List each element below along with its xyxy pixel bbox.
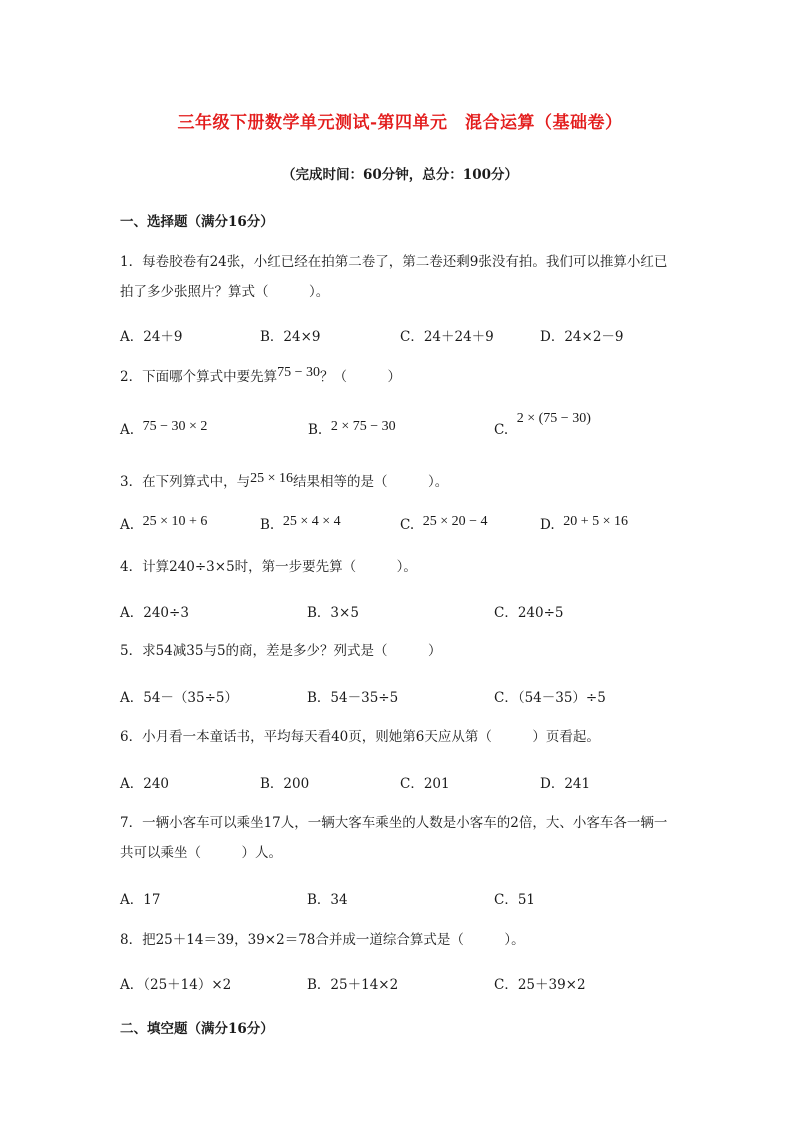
q3-option-b-formula: 25 × 4 × 4 bbox=[282, 514, 341, 529]
page-subtitle: （完成时间：60分钟，总分：100分） bbox=[282, 167, 518, 183]
q4-option-a: A．240÷3 bbox=[120, 605, 189, 621]
q6-option-b: B．200 bbox=[260, 776, 310, 792]
q4-option-b: B．3×5 bbox=[307, 605, 359, 621]
q3-option-b bbox=[260, 514, 341, 534]
section-heading-fill-blank: 二、填空题（满分16分） bbox=[120, 1021, 274, 1037]
q3-option-a-formula: 25 × 10 + 6 bbox=[142, 514, 208, 529]
q2-option-a bbox=[120, 419, 208, 439]
q2-inline-formula: 75 − 30 bbox=[277, 365, 320, 380]
q8-option-b: B．25＋14×2 bbox=[307, 977, 399, 993]
q6-option-a: A．240 bbox=[120, 776, 170, 792]
q1-option-c: C．24＋24＋9 bbox=[400, 329, 494, 345]
q2-option-c-letter: C. bbox=[494, 422, 509, 438]
q8-option-a: A．（25＋14）×2 bbox=[120, 977, 232, 993]
q3-option-c-formula: 25 × 20 − 4 bbox=[422, 514, 488, 529]
q2-option-b bbox=[308, 419, 396, 439]
q2-option-b-formula: 2 × 75 − 30 bbox=[330, 419, 396, 434]
q2-option-c-formula: 2 × (75 − 30) bbox=[516, 411, 591, 426]
q1-option-a: A．24＋9 bbox=[120, 329, 183, 345]
q6-option-d: D．241 bbox=[540, 776, 591, 792]
q2-text-after: ？（ ） bbox=[320, 369, 401, 385]
q2-text-before: 2．下面哪个算式中要先算 bbox=[120, 369, 278, 385]
question-5: 5．求54减35与5的商，差是多少？列式是（ ） bbox=[120, 643, 442, 659]
q7-option-c: C．51 bbox=[494, 892, 536, 908]
page-title: 三年级下册数学单元测试-第四单元 混合运算（基础卷） bbox=[177, 113, 623, 133]
q1-option-b: B．24×9 bbox=[260, 329, 321, 345]
q2-option-b-letter: B. bbox=[308, 422, 323, 438]
question-6: 6．小月看一本童话书，平均每天看40页，则她第6天应从第（ ）页看起。 bbox=[120, 729, 600, 745]
question-7: 7．一辆小客车可以乘坐17人，一辆大客车乘坐的人数是小客车的2倍，大、小客车各一辆一共可以乘坐（ ）人。 bbox=[120, 815, 668, 861]
q5-option-a: A．54－（35÷5） bbox=[120, 690, 239, 706]
q2-option-a-letter: A. bbox=[120, 422, 135, 438]
q3-option-d bbox=[540, 514, 629, 534]
question-1: 1．每卷胶卷有24张，小红已经在拍第二卷了，第二卷还剩9张没有拍。我们可以推算小红已拍了多少张照片？算式（ ）。 bbox=[120, 254, 668, 300]
q7-option-b: B．34 bbox=[307, 892, 348, 908]
section-heading-choice: 一、选择题（满分16分） bbox=[120, 214, 274, 230]
q5-option-c: C．（54－35）÷5 bbox=[494, 690, 606, 706]
q8-option-c: C．25＋39×2 bbox=[494, 977, 586, 993]
q3-inline-formula: 25 × 16 bbox=[250, 471, 293, 486]
q2-option-a-formula: 75 − 30 × 2 bbox=[142, 419, 208, 434]
q4-option-c: C．240÷5 bbox=[494, 605, 564, 621]
q7-option-a: A．17 bbox=[120, 892, 161, 908]
q6-option-c: C．201 bbox=[400, 776, 450, 792]
question-8: 8．把25＋14＝39，39×2＝78合并成一道综合算式是（ ）。 bbox=[120, 932, 525, 948]
q5-option-b: B．54－35÷5 bbox=[307, 690, 399, 706]
q2-option-c bbox=[494, 411, 591, 439]
q3-text-after: 结果相等的是（ ）。 bbox=[293, 474, 449, 490]
q3-option-d-formula: 20 + 5 × 16 bbox=[563, 514, 629, 529]
q3-option-a bbox=[120, 514, 208, 534]
q3-option-c bbox=[400, 514, 488, 534]
q1-option-d: D．24×2－9 bbox=[540, 329, 624, 345]
q3-option-b-letter: B. bbox=[260, 517, 275, 533]
q3-option-a-letter: A. bbox=[120, 517, 135, 533]
question-3 bbox=[120, 467, 680, 498]
question-4: 4．计算240÷3×5时，第一步要先算（ ）。 bbox=[120, 559, 417, 575]
q3-text-before: 3．在下列算式中，与 bbox=[120, 474, 251, 490]
q3-option-c-letter: C. bbox=[400, 517, 415, 533]
q3-option-d-letter: D. bbox=[540, 517, 555, 533]
question-2 bbox=[120, 362, 680, 393]
